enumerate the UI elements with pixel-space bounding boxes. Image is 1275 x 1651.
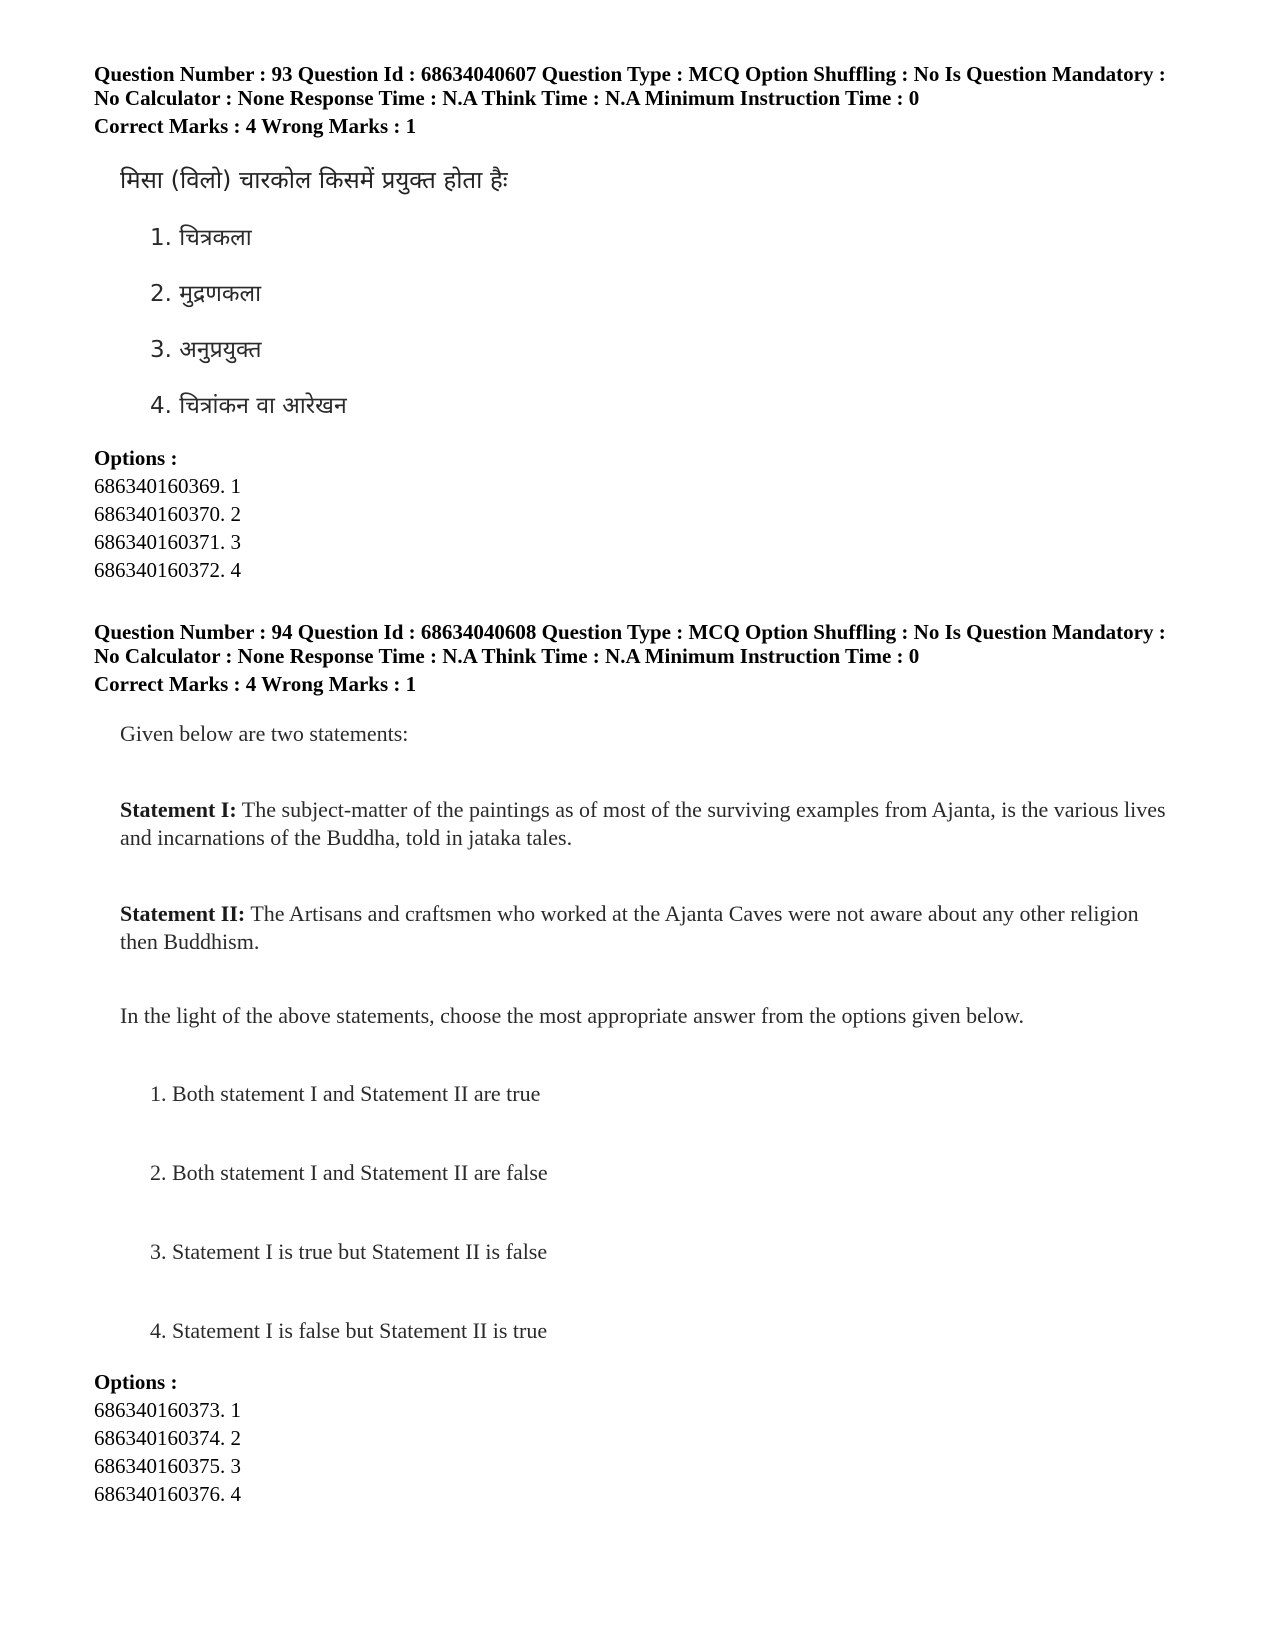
statement-2-text: The Artisans and craftsmen who worked at the Ajanta Caves were not aware about any other religion then Buddhism.: [120, 901, 1139, 954]
question-94-option-1: 686340160373. 1: [94, 1398, 241, 1422]
question-94-option-2: 686340160374. 2: [94, 1426, 241, 1450]
question-93-option-3: 686340160371. 3: [94, 530, 241, 554]
question-94-options-label: Options :: [94, 1370, 178, 1394]
question-93-header: [94, 62, 1214, 138]
question-93-choice-4: 4. चित्रांकन वा आरेखन: [150, 393, 347, 419]
question-93-options-label: Options :: [94, 446, 178, 470]
question-93-choice-2: 2. मुद्रणकला: [150, 281, 262, 307]
question-meta-line2: No Calculator : None Response Time : N.A Think Time : N.A Minimum Instruction Time : 0: [94, 644, 920, 668]
question-93-option-1: 686340160369. 1: [94, 474, 241, 498]
question-94-intro: Given below are two statements:: [120, 721, 409, 746]
question-93-option-2: 686340160370. 2: [94, 502, 241, 526]
question-marks: Correct Marks : 4 Wrong Marks : 1: [94, 114, 417, 138]
question-94-statement-2: [120, 900, 1180, 956]
question-93-choice-3: 3. अनुप्रयुक्त: [150, 337, 262, 363]
question-94-choice-4: 4. Statement I is false but Statement II is true: [150, 1318, 548, 1343]
statement-1-text: The subject-matter of the paintings as of most of the surviving examples from Ajanta, is the various lives and incarnations of the Buddha, told in jataka tales.: [120, 797, 1166, 850]
question-94-choice-2: 2. Both statement I and Statement II are false: [150, 1160, 548, 1185]
question-meta-line1: Question Number : 93 Question Id : 68634040607 Question Type : MCQ Option Shuffling : No Is Question Mandatory :: [94, 62, 1166, 86]
question-meta-line1: Question Number : 94 Question Id : 68634040608 Question Type : MCQ Option Shuffling : No Is Question Mandatory :: [94, 620, 1166, 644]
question-93-text: मिसा (विलो) चारकोल किसमें प्रयुक्त होता हैः: [120, 166, 508, 194]
statement-1-label: Statement I:: [120, 797, 237, 822]
question-94-statement-1: [120, 796, 1180, 852]
statement-2-label: Statement II:: [120, 901, 246, 926]
question-marks: Correct Marks : 4 Wrong Marks : 1: [94, 672, 417, 696]
question-94-option-4: 686340160376. 4: [94, 1482, 241, 1506]
question-94-header: [94, 620, 1214, 696]
question-94-choice-3: 3. Statement I is true but Statement II is false: [150, 1239, 548, 1264]
question-94-instruction: In the light of the above statements, choose the most appropriate answer from the options given below.: [120, 1003, 1025, 1028]
question-94-option-3: 686340160375. 3: [94, 1454, 241, 1478]
question-93-choice-1: 1. चित्रकला: [150, 225, 252, 251]
question-meta-line2: No Calculator : None Response Time : N.A Think Time : N.A Minimum Instruction Time : 0: [94, 86, 920, 110]
question-93-option-4: 686340160372. 4: [94, 558, 241, 582]
question-94-choice-1: 1. Both statement I and Statement II are true: [150, 1081, 541, 1106]
